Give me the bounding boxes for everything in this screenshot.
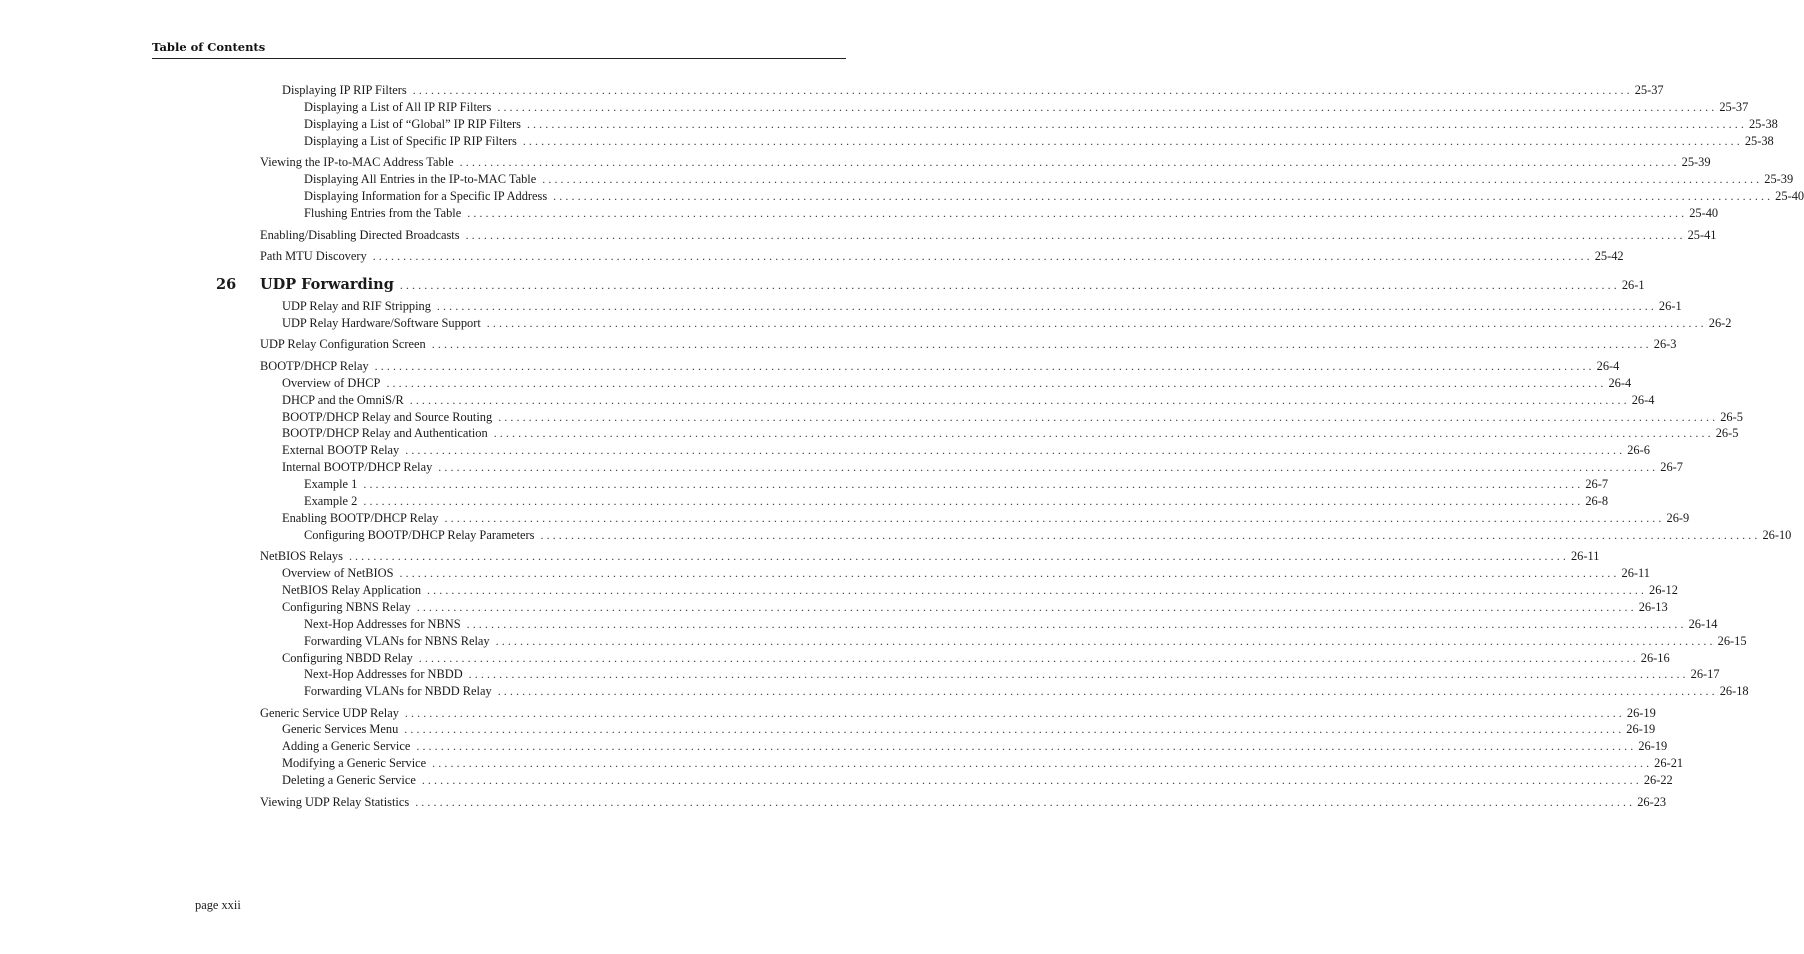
dot-leader: ........................................................................................................................................................................................................	[468, 667, 1689, 681]
toc-entry-page: 26-7	[1660, 460, 1683, 474]
toc-entry-label: Displaying a List of Specific IP RIP Filters	[304, 134, 517, 148]
toc-entry-page: 26-14	[1688, 617, 1718, 631]
toc-entry[interactable]	[304, 171, 1794, 188]
toc-entry[interactable]	[260, 358, 1620, 375]
dot-leader: ........................................................................................................................................................................................................	[427, 583, 1648, 597]
toc-entry-label: NetBIOS Relay Application	[282, 583, 422, 597]
toc-entry-page: 25-41	[1687, 228, 1717, 242]
toc-entry-label: Modifying a Generic Service	[282, 756, 427, 770]
toc-entry[interactable]	[282, 755, 1684, 772]
toc-entry-page: 26-12	[1649, 583, 1678, 597]
toc-entry-page: 26-1	[1658, 299, 1682, 313]
toc-entry-label: Displaying a List of “Global” IP RIP Filters	[304, 117, 521, 131]
toc-entry[interactable]	[304, 116, 1778, 133]
dot-leader: ........................................................................................................................................................................................................	[526, 117, 1747, 131]
toc-entry-page: 26-4	[1596, 359, 1620, 373]
toc-entry-label: Example 1	[304, 477, 358, 491]
dot-leader: ........................................................................................................................................................................................................	[421, 773, 1642, 787]
dot-leader: ........................................................................................................................................................................................................	[467, 206, 1688, 220]
toc-entry-label: Generic Service UDP Relay	[260, 706, 399, 720]
toc-entry[interactable]	[282, 582, 1678, 599]
dot-leader: ........................................................................................................................................................................................................	[553, 189, 1774, 203]
toc-entry[interactable]	[304, 99, 1749, 116]
toc-entry-label: Displaying IP RIP Filters	[282, 83, 407, 97]
toc-entry-label: Enabling/Disabling Directed Broadcasts	[260, 228, 460, 242]
toc-entry[interactable]	[282, 459, 1683, 476]
toc-entry-page: 25-40	[1775, 189, 1804, 203]
toc-entry-label: Configuring NBDD Relay	[282, 651, 413, 665]
header-rule	[152, 58, 846, 59]
toc-entry-label: BOOTP/DHCP Relay and Authentication	[282, 426, 488, 440]
toc-entry[interactable]	[282, 738, 1668, 755]
toc-entry-label: UDP Relay and RIF Stripping	[282, 299, 431, 313]
toc-entry-page: 25-39	[1681, 155, 1711, 169]
toc-entry-page: 25-40	[1689, 206, 1719, 220]
toc-entry-label: Enabling BOOTP/DHCP Relay	[282, 511, 439, 525]
toc-entry-page: 26-22	[1643, 773, 1673, 787]
toc-entry-page: 25-39	[1764, 172, 1794, 186]
toc-entry[interactable]	[282, 392, 1655, 409]
toc-entry-page: 26-2	[1708, 316, 1732, 330]
toc-entry-page: 26-4	[1631, 393, 1655, 407]
toc-entry[interactable]	[260, 548, 1600, 565]
toc-entry-label: NetBIOS Relays	[260, 549, 343, 563]
dot-leader: ........................................................................................................................................................................................................	[495, 634, 1716, 648]
running-header-title: Table of Contents	[152, 40, 266, 54]
toc-entry-label: Forwarding VLANs for NBDD Relay	[304, 684, 492, 698]
toc-entry-label: UDP Relay Configuration Screen	[260, 337, 426, 351]
dot-leader: ........................................................................................................................................................................................................	[416, 739, 1637, 753]
toc-entry[interactable]	[282, 772, 1673, 789]
dot-leader: ........................................................................................................................................................................................................	[459, 155, 1680, 169]
toc-entry-page: 26-9	[1666, 511, 1690, 525]
dot-leader: ........................................................................................................................................................................................................	[348, 549, 1569, 563]
dot-leader: ........................................................................................................................................................................................................	[363, 494, 1584, 508]
toc-entry[interactable]	[304, 133, 1774, 150]
toc-entry-page: 26-17	[1690, 667, 1720, 681]
toc-entry[interactable]	[304, 666, 1720, 683]
dot-leader: ........................................................................................................................................................................................................	[399, 566, 1620, 580]
dot-leader: ........................................................................................................................................................................................................	[497, 100, 1718, 114]
dot-leader: ........................................................................................................................................................................................................	[386, 376, 1607, 390]
toc-entry[interactable]	[260, 227, 1717, 244]
toc-entry[interactable]	[304, 188, 1804, 205]
toc-entry[interactable]	[282, 650, 1670, 667]
toc-entry-page: 26-21	[1654, 756, 1684, 770]
toc-entry-label: UDP Relay Hardware/Software Support	[282, 316, 481, 330]
toc-entry-page: 26-19	[1626, 722, 1656, 736]
toc-entry[interactable]	[282, 315, 1732, 332]
toc-entry[interactable]	[304, 616, 1718, 633]
toc-entry-page: 26-19	[1626, 706, 1656, 720]
dot-leader: ........................................................................................................................................................................................................	[522, 134, 1743, 148]
toc-entry[interactable]	[304, 493, 1609, 510]
toc-entry-label: Example 2	[304, 494, 358, 508]
toc-entry-page: 26-3	[1653, 337, 1677, 351]
toc-entry-label: Configuring NBNS Relay	[282, 600, 411, 614]
toc-entry-label: Internal BOOTP/DHCP Relay	[282, 460, 433, 474]
toc-entry-label: Viewing UDP Relay Statistics	[260, 795, 410, 809]
dot-leader: ........................................................................................................................................................................................................	[436, 299, 1657, 313]
dot-leader: ........................................................................................................................................................................................................	[374, 359, 1595, 373]
toc-entry-label: Viewing the IP-to-MAC Address Table	[260, 155, 454, 169]
page-number: page xxii	[195, 898, 241, 912]
toc-entry-label: Overview of DHCP	[282, 376, 381, 390]
chapter-title: UDP Forwarding	[260, 276, 394, 293]
dot-leader: ........................................................................................................................................................................................................	[431, 337, 1652, 351]
toc-entry-page: 26-16	[1640, 651, 1670, 665]
toc-entry-page: 25-38	[1748, 117, 1778, 131]
toc-entry-page: 26-23	[1637, 795, 1667, 809]
toc-entry-label: BOOTP/DHCP Relay	[260, 359, 369, 373]
toc-entry-page: 26-4	[1608, 376, 1632, 390]
dot-leader: ........................................................................................................................................................................................................	[498, 410, 1719, 424]
toc-entry-label: Displaying Information for a Specific IP Address	[304, 189, 548, 203]
toc-entry-page: 25-38	[1744, 134, 1774, 148]
toc-entry-page: 25-37	[1719, 100, 1749, 114]
toc-entry-page: 26-6	[1627, 443, 1650, 457]
dot-leader: ........................................................................................................................................................................................................	[466, 617, 1687, 631]
dot-leader: ........................................................................................................................................................................................................	[493, 426, 1714, 440]
toc-entry-label: Configuring BOOTP/DHCP Relay Parameters	[304, 528, 535, 542]
toc-entry-label: DHCP and the OmniS/R	[282, 393, 404, 407]
toc-entry-page: 26-13	[1638, 600, 1668, 614]
toc-entry[interactable]	[282, 599, 1668, 616]
toc-entry-label: Displaying a List of All IP RIP Filters	[304, 100, 492, 114]
chapter-number: 26	[216, 276, 237, 293]
dot-leader: ........................................................................................................................................................................................................	[372, 249, 1593, 263]
toc-entry[interactable]	[282, 510, 1690, 527]
toc-entry[interactable]	[282, 409, 1743, 426]
toc-entry[interactable]	[260, 794, 1667, 811]
toc-entry-label: Next-Hop Addresses for NBDD	[304, 667, 463, 681]
toc-entry-label: External BOOTP Relay	[282, 443, 400, 457]
toc-entry-page: 26-15	[1717, 634, 1747, 648]
toc-entry-label: Flushing Entries from the Table	[304, 206, 462, 220]
dot-leader: ........................................................................................................................................................................................................	[404, 706, 1625, 720]
toc-entry[interactable]	[282, 425, 1739, 442]
toc-entry[interactable]	[260, 154, 1711, 171]
toc-entry[interactable]	[304, 527, 1792, 544]
dot-leader: ........................................................................................................................................................................................................	[432, 756, 1653, 770]
toc-entry-page: 26-5	[1720, 410, 1743, 424]
dot-leader: ........................................................................................................................................................................................................	[363, 477, 1584, 491]
toc-entry[interactable]	[304, 476, 1609, 493]
toc-entry-page: 25-37	[1634, 83, 1664, 97]
toc-entry-label: Path MTU Discovery	[260, 249, 367, 263]
toc-entry-label: BOOTP/DHCP Relay and Source Routing	[282, 410, 493, 424]
dot-leader: ........................................................................................................................................................................................................	[438, 460, 1659, 474]
toc-entry-page: 26-7	[1585, 477, 1609, 491]
dot-leader: ........................................................................................................................................................................................................	[486, 316, 1707, 330]
dot-leader: ........................................................................................................................................................................................................	[416, 600, 1637, 614]
chapter-page: 26-1	[1621, 278, 1645, 292]
toc-entry[interactable]	[282, 565, 1650, 582]
dot-leader: ........................................................................................................................................................................................................	[540, 528, 1761, 542]
toc-entry-page: 26-10	[1762, 528, 1792, 542]
dot-leader: ........................................................................................................................................................................................................	[418, 651, 1639, 665]
toc-entry-label: Next-Hop Addresses for NBNS	[304, 617, 461, 631]
toc-entry[interactable]	[304, 683, 1749, 700]
toc-entry[interactable]	[282, 375, 1632, 392]
toc-entry-label: Forwarding VLANs for NBNS Relay	[304, 634, 490, 648]
dot-leader: ........................................................................................................................................................................................................	[542, 172, 1763, 186]
toc-entry[interactable]	[282, 721, 1656, 738]
toc-entry-label: Overview of NetBIOS	[282, 566, 394, 580]
dot-leader: ........................................................................................................................................................................................................	[415, 795, 1636, 809]
toc-entry[interactable]	[304, 633, 1747, 650]
toc-entry-page: 26-18	[1719, 684, 1749, 698]
toc-entry-page: 26-5	[1715, 426, 1739, 440]
toc-entry[interactable]	[260, 336, 1677, 353]
dot-leader: ........................................................................................................................................................................................................	[405, 443, 1626, 457]
toc-entry[interactable]	[260, 705, 1656, 722]
dot-leader: ........................................................................................................................................................................................................	[399, 278, 1620, 292]
dot-leader: ........................................................................................................................................................................................................	[444, 511, 1665, 525]
toc-entry-page: 25-42	[1594, 249, 1624, 263]
toc-entry-label: Adding a Generic Service	[282, 739, 411, 753]
dot-leader: ........................................................................................................................................................................................................	[412, 83, 1633, 97]
dot-leader: ........................................................................................................................................................................................................	[465, 228, 1686, 242]
toc-entry[interactable]	[282, 298, 1682, 315]
chapter-heading[interactable]	[260, 276, 1645, 294]
toc-entry-page: 26-11	[1621, 566, 1650, 580]
toc-entry-label: Generic Services Menu	[282, 722, 399, 736]
toc-entry-page: 26-19	[1638, 739, 1668, 753]
toc-entry-page: 26-11	[1570, 549, 1600, 563]
toc-entry[interactable]	[304, 205, 1719, 222]
toc-entry[interactable]	[282, 82, 1664, 99]
dot-leader: ........................................................................................................................................................................................................	[497, 684, 1718, 698]
dot-leader: ........................................................................................................................................................................................................	[404, 722, 1625, 736]
dot-leader: ........................................................................................................................................................................................................	[409, 393, 1630, 407]
toc-entry-page: 26-8	[1585, 494, 1609, 508]
toc-entry-label: Deleting a Generic Service	[282, 773, 416, 787]
toc-entry[interactable]	[282, 442, 1650, 459]
toc-entry[interactable]	[260, 248, 1624, 265]
toc-entry-label: Displaying All Entries in the IP-to-MAC Table	[304, 172, 537, 186]
